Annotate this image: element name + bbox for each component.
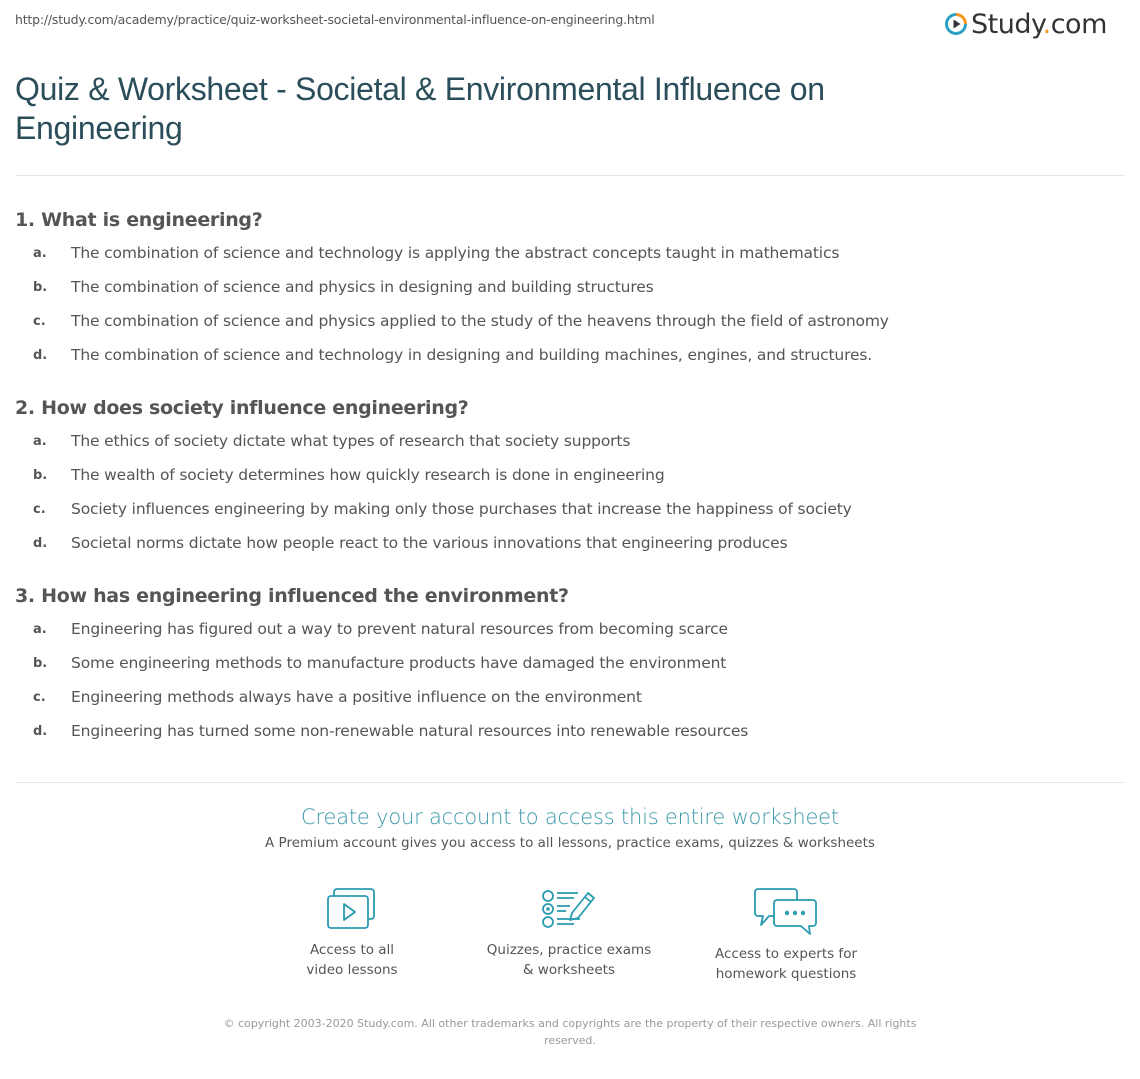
answer-letter: b. — [33, 467, 48, 483]
answer-option — [15, 714, 1125, 748]
cta-subheading: A Premium account gives you access to all lessons, practice exams, quizzes & worksheets — [265, 835, 875, 851]
answer-text: The combination of science and physics applied to the study of the heavens through the field of astronomy — [71, 312, 889, 330]
answer-letter: b. — [33, 279, 48, 295]
answer-letter: d. — [33, 535, 48, 551]
study-com-logo[interactable] — [944, 7, 1107, 41]
logo-wordmark: Study.com — [971, 8, 1107, 40]
answer-option — [15, 424, 1125, 458]
answer-text: Engineering methods always have a positive influence on the environment — [71, 688, 642, 706]
quiz-checklist-pencil-icon — [540, 887, 598, 931]
answer-letter: b. — [33, 655, 48, 671]
answer-text: The wealth of society determines how quickly research is done in engineering — [71, 466, 665, 484]
feature-quizzes — [469, 887, 669, 980]
answer-letter: c. — [33, 689, 46, 705]
feature-label: Access to experts for homework questions — [714, 946, 857, 982]
answer-text: Engineering has figured out a way to prevent natural resources from becoming scarce — [71, 620, 728, 638]
answer-text: The combination of science and technology is applying the abstract concepts taught in mathematics — [71, 244, 840, 262]
page-title: Quiz & Worksheet - Societal & Environmental Influence on Engineering — [15, 71, 825, 146]
answer-option — [15, 646, 1125, 680]
answer-text: Societal norms dictate how people react to the various innovations that engineering produces — [71, 534, 788, 552]
divider — [15, 175, 1125, 176]
signup-cta — [0, 802, 1140, 853]
play-circle-logo-icon — [944, 12, 968, 36]
chat-bubbles-icon — [754, 887, 818, 935]
create-account-link[interactable]: Create your account to access this entire worksheet — [301, 805, 839, 829]
copyright-text-cont: reserved. — [544, 1034, 596, 1047]
answer-option — [15, 492, 1125, 526]
answer-option — [15, 270, 1125, 304]
copyright-text: © copyright 2003-2020 Study.com. All other trademarks and copyrights are the property of their respective owners. All rights — [223, 1017, 917, 1030]
quiz-questions — [15, 206, 1125, 770]
feature-label: Quizzes, practice exams & worksheets — [486, 942, 652, 978]
feature-video-lessons — [252, 887, 452, 980]
copyright-footer — [215, 1015, 925, 1049]
answer-letter: a. — [33, 245, 47, 261]
answer-option — [15, 236, 1125, 270]
answer-option — [15, 612, 1125, 646]
answer-option — [15, 304, 1125, 338]
answer-letter: c. — [33, 313, 46, 329]
answer-letter: a. — [33, 621, 47, 637]
answer-letter: a. — [33, 433, 47, 449]
premium-features — [0, 887, 1140, 997]
answer-letter: c. — [33, 501, 46, 517]
question-title: 2. How does society influence engineering? — [15, 397, 469, 419]
answer-option — [15, 526, 1125, 560]
question-title: 3. How has engineering influenced the environment? — [15, 585, 569, 607]
video-lessons-icon — [326, 887, 378, 931]
answer-option — [15, 338, 1125, 372]
page-url: http://study.com/academy/practice/quiz-worksheet-societal-environmental-influence-on-engineering.html — [15, 12, 655, 27]
answer-option — [15, 680, 1125, 714]
answer-letter: d. — [33, 347, 48, 363]
answer-letter: d. — [33, 723, 48, 739]
divider — [15, 782, 1125, 783]
answer-text: The combination of science and technology in designing and building machines, engines, and structures. — [71, 346, 873, 364]
answer-text: Some engineering methods to manufacture products have damaged the environment — [71, 654, 727, 672]
answer-option — [15, 458, 1125, 492]
answer-text: Engineering has turned some non-renewable natural resources into renewable resources — [71, 722, 749, 740]
feature-experts — [686, 887, 886, 984]
question-3 — [15, 582, 1125, 748]
answer-text: Society influences engineering by making only those purchases that increase the happiness of society — [71, 500, 852, 518]
feature-label: Access to all video lessons — [306, 942, 398, 978]
question-title: 1. What is engineering? — [15, 209, 263, 231]
answer-text: The combination of science and physics in designing and building structures — [71, 278, 654, 296]
question-1 — [15, 206, 1125, 372]
answer-text: The ethics of society dictate what types of research that society supports — [71, 432, 631, 450]
question-2 — [15, 394, 1125, 560]
